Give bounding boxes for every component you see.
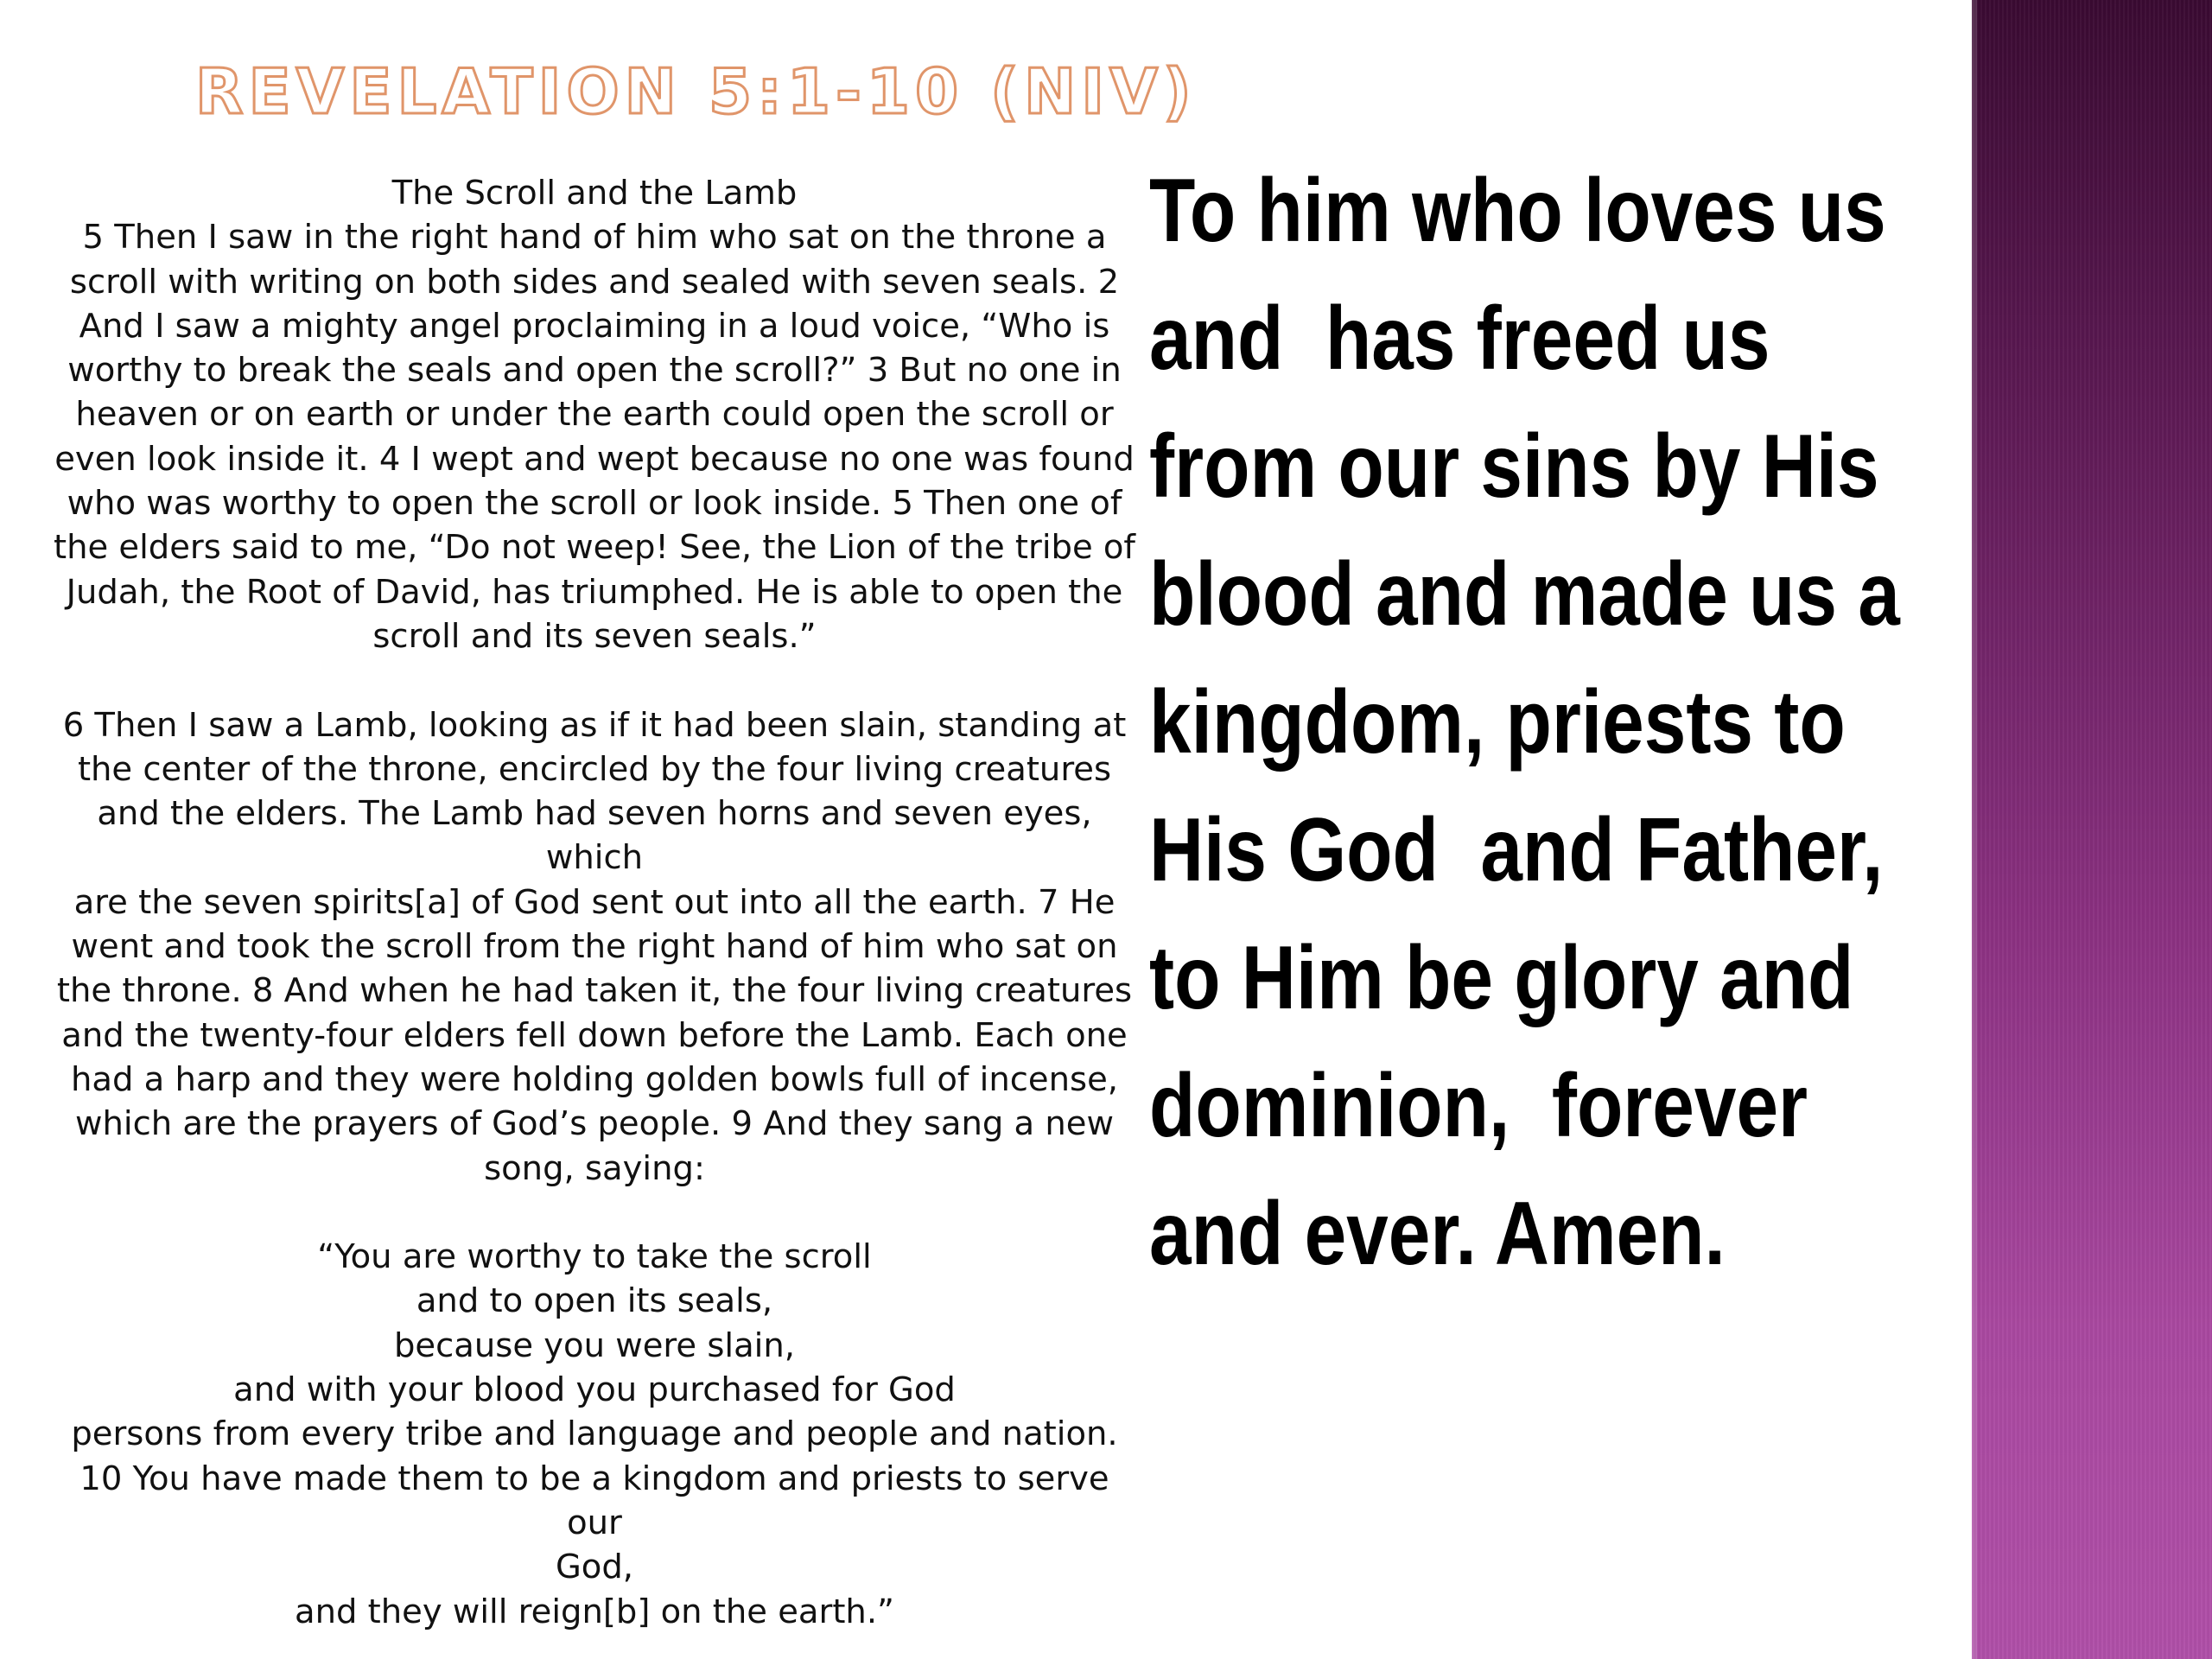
scripture-line: Judah, the Root of David, has triumphed. He is able to open the <box>66 572 1123 612</box>
scripture-passage <box>50 171 1139 1634</box>
scripture-line: and they will reign[b] on the earth.” <box>294 1592 894 1631</box>
scripture-line: 10 You have made them to be a kingdom and priests to serve our <box>79 1459 1109 1542</box>
scripture-line: “You are worthy to take the scroll <box>317 1237 872 1277</box>
paragraph-gap <box>50 1191 1139 1235</box>
doxology-line: To him who loves us <box>1149 161 1886 261</box>
scripture-line: went and took the scroll from the right hand of him who sat on <box>71 927 1118 967</box>
doxology-line: dominion, forever <box>1149 1056 1808 1156</box>
paragraph-gap <box>50 658 1139 702</box>
scripture-line: scroll with writing on both sides and sealed with seven seals. 2 <box>69 262 1120 302</box>
scripture-line: even look inside it. 4 I wept and wept because no one was found <box>54 439 1135 479</box>
doxology-line: kingdom, priests to <box>1149 672 1846 772</box>
scripture-line: God, <box>555 1548 634 1587</box>
doxology-line: from our sins by His <box>1149 416 1879 517</box>
slide-title: REVELATION 5:1-10 (NIV) <box>195 55 1197 128</box>
scripture-line: and the elders. The Lamb had seven horns and seven eyes, which <box>97 794 1092 878</box>
scripture-line: and to open its seals, <box>416 1281 773 1321</box>
scripture-line: the elders said to me, “Do not weep! See, the Lion of the tribe of <box>53 528 1135 568</box>
scripture-line: because you were slain, <box>393 1325 795 1365</box>
scripture-line: and the twenty-four elders fell down before the Lamb. Each one <box>61 1015 1128 1055</box>
scripture-line: heaven or on earth or under the earth could open the scroll or <box>75 395 1114 435</box>
scripture-line: 5 Then I saw in the right hand of him who sat on the throne a <box>82 218 1107 257</box>
doxology-line: and has freed us <box>1149 289 1770 389</box>
scripture-line: which are the prayers of God’s people. 9 And they sang a new <box>75 1104 1114 1144</box>
scripture-line: the center of the throne, encircled by the four living creatures <box>77 749 1112 789</box>
scripture-line: The Scroll and the Lamb <box>391 174 798 213</box>
scripture-line: scroll and its seven seals.” <box>372 616 817 656</box>
scripture-line: had a harp and they were holding golden bowls full of incense, <box>70 1059 1119 1099</box>
decorative-side-band <box>1972 0 2212 1659</box>
scripture-line: song, saying: <box>484 1148 705 1188</box>
scripture-line: worthy to break the seals and open the scroll?” 3 But no one in <box>67 351 1122 391</box>
doxology-line: blood and made us a <box>1149 544 1900 645</box>
scripture-line: persons from every tribe and language and people and nation. <box>71 1414 1118 1454</box>
scripture-line: are the seven spirits[a] of God sent out into all the earth. 7 He <box>73 882 1116 922</box>
scripture-line: the throne. 8 And when he had taken it, the four living creatures <box>56 971 1133 1011</box>
side-band-texture <box>1972 0 2212 1659</box>
doxology-line: and ever. Amen. <box>1149 1184 1726 1284</box>
scripture-line: And I saw a mighty angel proclaiming in a loud voice, “Who is <box>79 306 1110 346</box>
scripture-line: and with your blood you purchased for God <box>233 1370 956 1410</box>
scripture-line: 6 Then I saw a Lamb, looking as if it had been slain, standing at <box>62 705 1127 745</box>
doxology-line: His God and Father, <box>1149 800 1884 900</box>
doxology-line: to Him be glory and <box>1149 928 1854 1028</box>
scripture-line: who was worthy to open the scroll or look inside. 5 Then one of <box>67 484 1122 524</box>
doxology-text <box>1149 147 1900 1298</box>
